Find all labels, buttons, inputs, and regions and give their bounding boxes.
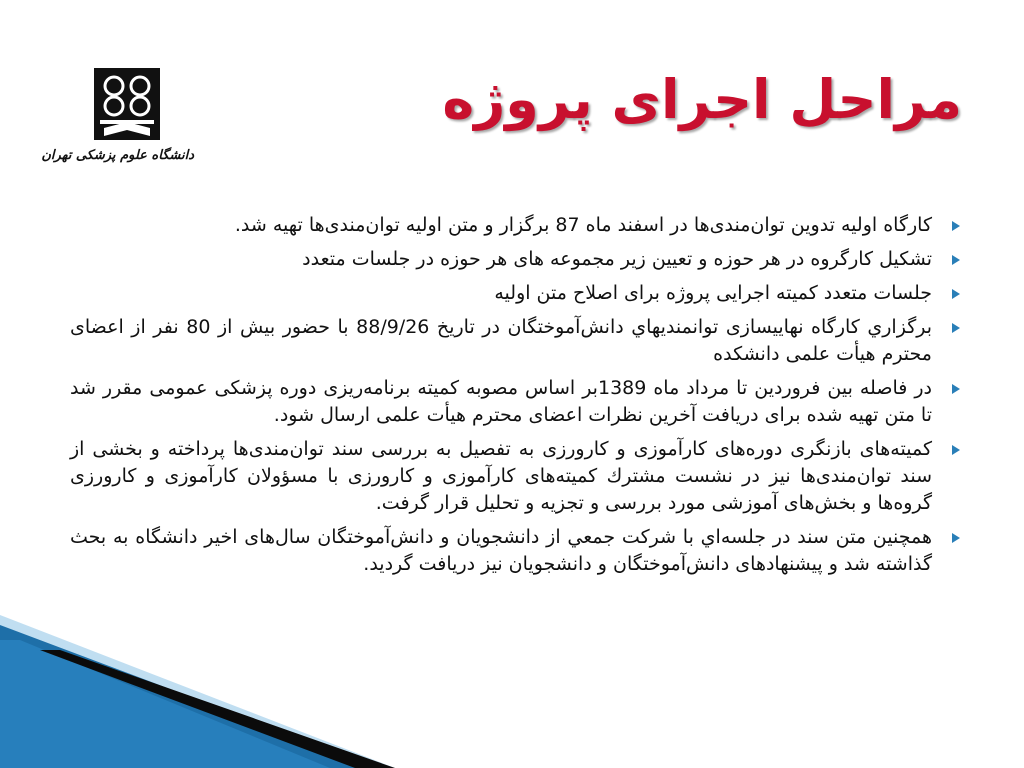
bullet-arrow-icon xyxy=(952,255,960,265)
list-item-text: کارگاه اولیه تدوین توان‌مندی‌ها در اسفند ماه 87 برگزار و متن اولیه توان‌مندی‌ها تهیه شد. xyxy=(234,214,932,236)
university-emblem-icon xyxy=(94,68,160,140)
university-name: دانشگاه علوم پزشکی تهران xyxy=(41,148,194,163)
list-item xyxy=(70,314,962,368)
list-item-text: تشکیل کارگروه در هر حوزه و تعیین زیر مجموعه های هر حوزه در جلسات متعدد xyxy=(302,248,932,270)
list-item-text: در فاصله بين فروردين تا مرداد ماه 1389بر اساس مصوبه كميته برنامه‌ريزی دوره پزشكی عمومی مقرر شد تا متن تهيه شده برای دريافت آخرين نظرات اعضای محترم هيأت علمی ارسال شود. xyxy=(70,377,932,426)
list-item xyxy=(70,246,962,273)
university-logo xyxy=(41,62,194,182)
bullet-list xyxy=(70,212,962,585)
bullet-arrow-icon xyxy=(952,289,960,299)
bullet-arrow-icon xyxy=(952,533,960,543)
bullet-arrow-icon xyxy=(952,221,960,231)
list-item-text: كميته‌های بازنگری دوره‌های كارآموزی و كارورزی به تفصيل به بررسی سند توان‌مندی‌ها پرداخته و بخشی از سند توان‌مندی‌ها نيز در نشست مشترك كميته‌های كارآموزی و كارورزی با مسؤولان كارآموزی و كارورزی گروه‌ها و بخش‌های آموزشی مورد بررسی و تجزيه و تحليل قرار گرفت. xyxy=(70,438,932,514)
list-item-text: برگزاري كارگاه نهاييسازی توانمنديهاي دانش‌آموختگان در تاريخ 88/9/26 با حضور بیش از 80 نفر از اعضای محترم هیأت علمی دانشکده xyxy=(70,316,933,365)
list-item xyxy=(70,524,962,578)
list-item xyxy=(70,436,962,517)
list-item xyxy=(70,212,962,239)
slide-title: مراحل اجرای پروژه xyxy=(442,68,962,131)
bullet-arrow-icon xyxy=(952,323,960,333)
list-item xyxy=(70,375,962,429)
bullet-arrow-icon xyxy=(952,384,960,394)
bullet-arrow-icon xyxy=(952,445,960,455)
list-item-text: جلسات متعدد کمیته اجرایی پروژه برای اصلاح متن اولیه xyxy=(494,282,932,304)
list-item-text: همچنين متن سند در جلسه‌اي با شركت جمعي از دانشجويان و دانش‌آموختگان سال‌های اخير دانشگاه به بحث گذاشته شد و پيشنهادهای دانش‌آموختگان و دانشجويان نيز دريافت گرديد. xyxy=(70,526,932,575)
list-item xyxy=(70,280,962,307)
